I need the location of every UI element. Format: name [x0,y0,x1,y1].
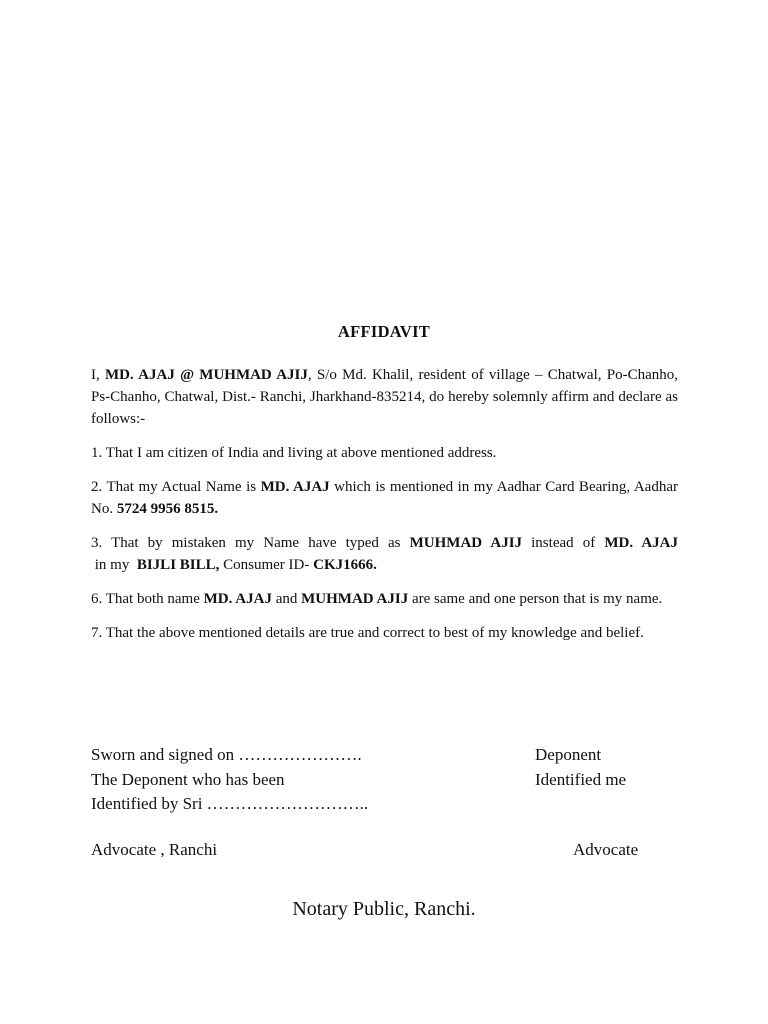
document-title: AFFIDAVIT [337,322,431,341]
clause-6 [91,588,678,610]
advocate-label: Advocate [573,840,639,859]
deponent-name: MD. AJAJ @ MUHMAD AJIJ [105,367,308,383]
clause-7 [91,622,678,644]
mistaken-name: MUHMAD AJIJ [409,535,523,551]
deponent-identified-line: The Deponent who has been [91,769,285,789]
advocate-ranchi-label: Advocate , Ranchi [91,840,218,859]
name-one: MD. AJAJ [203,591,272,607]
clause-2 [91,476,678,520]
clause-6-text-3: are same and one person that is my name. [408,591,663,607]
actual-name: MD. AJAJ [260,479,330,495]
clause-3-text-3: in my [91,557,137,573]
consumer-id: CKJ1666. [313,557,377,573]
clause-1 [91,442,678,464]
clause-6-text-2: and [271,591,302,607]
correct-name: MD. AJAJ [604,535,679,551]
clause-3-text-1: 3. That by mistaken my Name have typed as [91,535,410,551]
clause-3-text-2: instead of [522,535,605,551]
intro-text-2: , S/o Md. Khalil, resident of village – Chatwal, Po-Chanho, Ps-Chanho, Chatwal, Dist.- Ranchi, Jharkhand-835214, do hereby solemnly affirm and declare as follows:- [91,367,678,427]
bill-type: BIJLI BILL, [136,557,220,573]
aadhar-number: 5724 9956 8515. [116,501,219,517]
clause-3-text-4: Consumer ID- [219,557,314,573]
affidavit-body [91,364,678,656]
notary-public-label: Notary Public, Ranchi. [292,898,476,920]
clause-1-text: 1. That I am citizen of India and living at above mentioned address. [91,445,497,461]
intro-text-1: I, [91,367,105,383]
clause-7-text: 7. That the above mentioned details are true and correct to best of my knowledge and belief. [91,625,644,641]
signature-block-right [535,743,626,792]
sworn-line: Sworn and signed on …………………. [91,745,362,764]
clause-2-text-1: 2. That my Actual Name is [91,479,261,495]
identified-by-line: Identified by Sri ……………………….. [91,794,369,813]
name-two: MUHMAD AJIJ [301,591,409,607]
identified-me-label: Identified me [535,769,627,789]
clause-2-text-2: which is mentioned in my Aadhar Card Bearing, Aadhar No. [91,479,678,517]
clause-6-text-1: 6. That both name [91,591,204,607]
intro-paragraph [91,364,678,430]
clause-3 [91,532,678,576]
signature-block-left [91,743,368,817]
deponent-label: Deponent [535,745,602,764]
